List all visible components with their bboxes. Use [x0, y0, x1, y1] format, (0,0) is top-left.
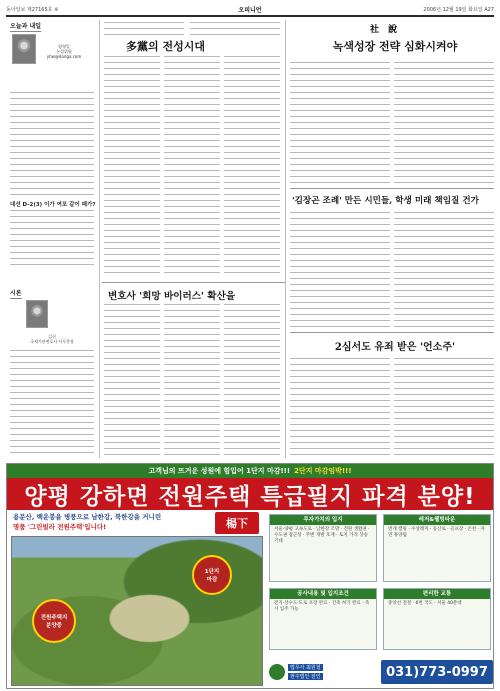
editorial-headline-1: 녹색성장 전략 심화시켜야: [332, 40, 458, 53]
info-box-3: [269, 588, 377, 650]
editorial-body-2a: [290, 212, 390, 328]
editorial-body-3a: [290, 358, 390, 458]
column-body-1b: [10, 210, 94, 266]
center-divider: [102, 282, 285, 283]
columnist-photo-1: [12, 34, 36, 64]
agency-mark-icon: [269, 664, 285, 680]
editorial-divider-2: [290, 332, 494, 333]
info-box-4: [383, 588, 491, 650]
masthead: [6, 4, 494, 15]
agency-names: [288, 664, 323, 680]
editorial-body-1a: [290, 62, 390, 184]
ad-top-highlight: 2단지 마감임박!!!: [294, 467, 352, 475]
info-box-3-text: 전기·상수도·도로 포장 완료 · 건축 허가 완료 · 즉시 입주 가능: [274, 601, 370, 612]
editorial-headline-2: '김장곤 조례' 만든 시민들, 학생 미래 책임질 건가: [292, 196, 479, 206]
info-box-2-text: 번개 캠핑 · 수상레저 · 등산로 · 골프장 · 온천 · 자연 휴양림: [388, 527, 485, 538]
column-subhead: 대선 D-2(3) 이가 여포 같이 패가?: [10, 202, 96, 208]
view-headline: 변호사 '희망 바이러스' 확산을: [108, 291, 236, 302]
ad-subtitle-line-2: 명품 '그린빌라 전원주택'입니다!: [13, 523, 107, 531]
column-tag-view: 시론: [10, 290, 22, 297]
ad-top-text: 고객님의 뜨거운 성원에 힘입어 1단지 마감!!!: [148, 467, 291, 475]
editorial-body-2b: [394, 212, 494, 328]
ad-top-banner: [7, 464, 493, 478]
columnist-byline-2: 김헌 국제기관변호사 사무총장: [30, 334, 74, 344]
view-body-2b: [164, 304, 220, 458]
column-body-1a: [10, 92, 94, 196]
info-box-2: [383, 514, 491, 582]
info-box-4-text: 중앙선 전철 · 6번 국도 · 서울 40분대: [388, 601, 462, 606]
column-body-2c: [104, 56, 160, 278]
column-body-2b: [190, 22, 280, 36]
section-title: 오피니언: [238, 7, 262, 14]
column-separator: [99, 20, 100, 458]
agency-name-2: 현주법인 전인: [290, 674, 321, 680]
column-tag-today: 오늘과 내일: [10, 23, 42, 30]
column-body-2a: [104, 22, 184, 36]
info-box-1: [269, 514, 377, 582]
columnist-byline-1: 양형일 논설위원 yhw@donga.com: [46, 44, 82, 59]
column-body-2e: [224, 56, 280, 278]
ad-title: 양평 강하면 전원주택 특급필지 파격 분양!: [7, 478, 493, 510]
view-body-1: [10, 350, 94, 458]
editorial-divider-1: [290, 188, 494, 189]
editorial-body-1b: [394, 62, 494, 184]
columnist-photo-2: [26, 300, 48, 328]
info-box-3-title: 공사내용 및 입지조건: [270, 589, 376, 599]
ad-agency-logo: [269, 660, 377, 684]
issue-date: 2006년 12월 19일 화요일 A27: [423, 7, 494, 13]
info-box-2-title: 레저&웰빙타운: [384, 515, 490, 525]
info-box-4-title: 편리한 교통: [384, 589, 490, 599]
column-body-2d: [164, 56, 220, 278]
editorial-body-3b: [394, 358, 494, 458]
paper-name: 동아일보 제27165호 ※: [6, 7, 59, 13]
info-box-1-text: 서울-양평 고속도로 · 남한강 조망 · 전원 생활권 · 수도권 접근성 · 주변 개발 호재 · 토지 가격 상승 기대: [274, 527, 370, 544]
column-headline: 多黨의 전성시대: [126, 40, 205, 53]
editorial-label: 社 說: [370, 25, 401, 35]
view-body-2c: [224, 304, 280, 458]
advertisement: [6, 463, 494, 689]
ad-bubble-2: 1단지 마감: [192, 555, 232, 595]
ad-aerial-photo: [11, 536, 263, 686]
view-body-2a: [104, 304, 160, 458]
ad-seal: 楊下: [215, 512, 259, 534]
info-box-1-title: 투자가치의 입지: [270, 515, 376, 525]
editorial-separator: [285, 20, 286, 458]
ad-phone-number: 031)773-0997: [381, 660, 493, 684]
header-rule: [6, 15, 494, 17]
ad-bubble-1: 전원주택지 분양중: [32, 599, 76, 643]
ad-subtitle-line-1: 용문산, 백운봉을 병풍으로 남한강, 북한강을 거니린: [13, 513, 162, 521]
editorial-headline-3: 2심서도 유죄 받은 '언소주': [334, 342, 456, 353]
agency-name-1: 법무사 최원철: [290, 665, 321, 671]
